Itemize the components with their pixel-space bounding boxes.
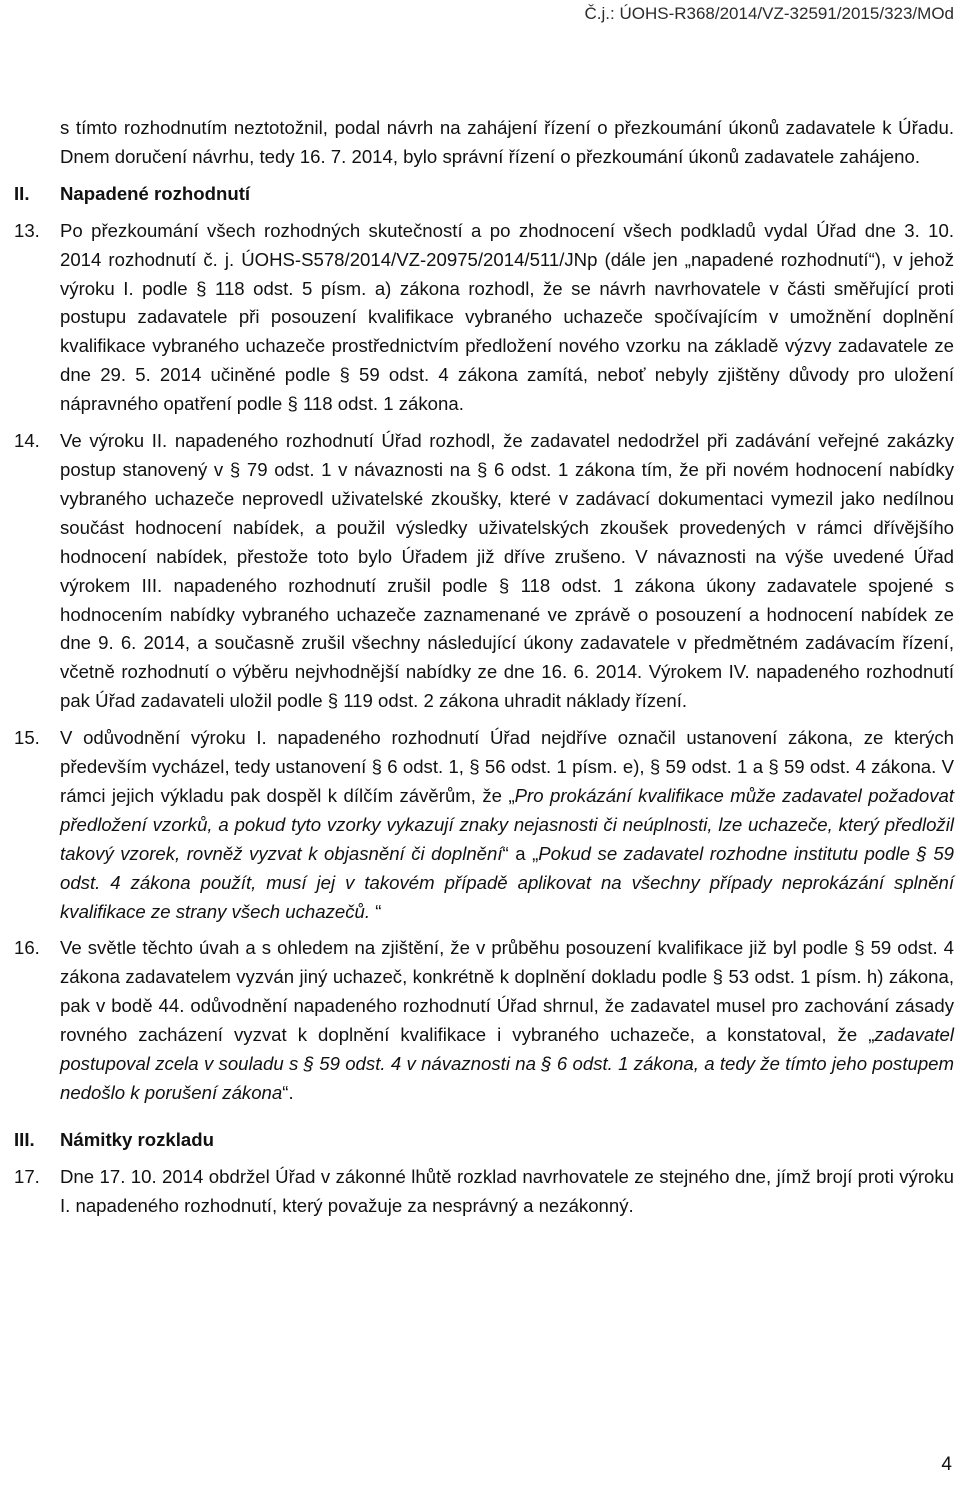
paragraph-text: Dne 17. 10. 2014 obdržel Úřad v zákonné lhůtě rozklad navrhovatele ze stejného dne, jímž brojí proti výroku I. napadeného rozhodnutí, který považuje za nesprávný a nezákonný. xyxy=(60,1165,954,1216)
section-number: II. xyxy=(14,182,30,204)
paragraph-number: 14. xyxy=(14,430,40,452)
quote-text: Pro prokázání kvalifikace může zadavatel požadovat předložení vzorků, a pokud tyto vzorky vykazují znaky nejasnosti či neúplnosti, lze uchazeče, který předložil takový vzorek, rovněž vyzvat k objasnění či doplnění xyxy=(60,784,954,864)
quote-text: Pokud se zadavatel rozhodne institutu podle § 59 odst. 4 zákona použít, musí jej v takovém případě aplikovat na všechny případy neprokázání splnění kvalifikace ze strany všech uchazečů. xyxy=(60,842,954,922)
paragraph-13 xyxy=(14,217,954,419)
paragraph-number: 13. xyxy=(14,219,40,241)
paragraph-text: Ve výroku II. napadeného rozhodnutí Úřad rozhodl, že zadavatel nedodržel při zadávání veřejné zakázky postup stanovený v § 79 odst. 1 v návaznosti na § 6 odst. 1 zákona tím, že při novém hodnocení nabídky vybraného uchazeče neprovedl uživatelské zkoušky, které v zadávací dokumentaci vymezil jako nedílnou součást hodnocení nabídek, a použil výsledky uživatelských zkoušek provedených v rámci dřívějšího hodnocení nabídek, přestože toto bylo Úřadem již dříve zrušeno. V návaznosti na výše uvedené Úřad výrokem III. napadeného rozhodnutí zrušil podle § 118 odst. 1 zákona úkony zadavatele spojené s hodnocením nabídky vybraného uchazeče zaznamenané ve zprávě o posouzení a hodnocení nabídek ze dne 9. 6. 2014, a současně zrušil všechny následující úkony zadavatele v předmětném zadávacím řízení, včetně rozhodnutí o výběru nejvhodnější nabídky ze dne 16. 6. 2014. Výrokem IV. napadeného rozhodnutí pak Úřad zadavateli uložil podle § 119 odst. 2 zákona uhradit náklady řízení. xyxy=(60,430,954,712)
paragraph-16 xyxy=(14,934,954,1107)
closing-quote: “ xyxy=(370,900,382,922)
quote-text: zadavatel postupoval zcela v souladu s § 59 odst. 4 v návaznosti na § 6 odst. 1 zákona, a tedy že tímto jeho postupem nedošlo k porušení zákona xyxy=(60,1024,954,1103)
closing-quote: “. xyxy=(282,1082,294,1103)
plain-text: V odůvodnění výroku I. napadeného rozhodnutí Úřad nejdříve označil ustanovení zákona, ze kterých především vycházel, tedy ustanovení § 6 odst. 1, § 56 odst. 1 písm. e), § 59 odst. 1 a § 59 odst. 4 zákona. V rámci jejich výkladu pak dospěl k dílčím závěrům, že „ xyxy=(60,727,954,806)
paragraph-text xyxy=(60,724,954,926)
document-reference: Č.j.: ÚOHS-R368/2014/VZ-32591/2015/323/MOd xyxy=(584,4,954,23)
paragraph-text: Po přezkoumání všech rozhodných skutečností a po zhodnocení všech podkladů vydal Úřad dne 3. 10. 2014 rozhodnutí č. j. ÚOHS-S578/2014/VZ-20975/2014/511/JNp (dále jen „napadené rozhodnutí“), v jehož výroku I. podle § 118 odst. 5 písm. a) zákona rozhodl, že se návrh navrhovatele v části směřující proti postupu zadavatele při posouzení kvalifikace vybraného uchazeče spočívajícím v umožnění doplnění kvalifikace vybraného uchazeče prostřednictvím předložení nového vzorku na základě výzvy zadavatele ze dne 29. 5. 2014 učiněné podle § 59 odst. 4 zákona zamítá, neboť nebyly zjištěny důvody pro uložení nápravného opatření podle § 118 odst. 1 zákona. xyxy=(60,219,954,415)
section-number: III. xyxy=(14,1128,35,1150)
paragraph-14 xyxy=(14,427,954,716)
intro-text: s tímto rozhodnutím neztotožnil, podal návrh na zahájení řízení o přezkoumání úkonů zadavatele k Úřadu. Dnem doručení návrhu, tedy 16. 7. 2014, bylo správní řízení o přezkoumání úkonů zadavatele zahájeno. xyxy=(60,117,954,167)
intro-continuation xyxy=(14,114,954,172)
page-number: 4 xyxy=(941,1454,952,1475)
plain-text: Ve světle těchto úvah a s ohledem na zjištění, že v průběhu posouzení kvalifikace již byl podle § 59 odst. 4 zákona zadavatelem vyzván jiný uchazeč, konkrétně k doplnění dokladu podle § 53 odst. 1 písm. h) zákona, pak v bodě 44. odůvodnění napadeného rozhodnutí Úřad shrnul, že zadavatel musel pro zachování zásady rovného zacházení vyzvat k doplnění kvalifikace i vybraného uchazeče, a konstatoval, že „ xyxy=(60,937,954,1046)
paragraph-number: 15. xyxy=(14,727,40,749)
section-title: Napadené rozhodnutí xyxy=(60,182,251,204)
paragraph-15 xyxy=(14,724,954,926)
section-heading-2 xyxy=(14,180,954,209)
section-heading-3 xyxy=(14,1126,954,1155)
document-body xyxy=(14,114,954,1229)
paragraph-17 xyxy=(14,1163,954,1221)
paragraph-text xyxy=(60,934,954,1107)
paragraph-number: 16. xyxy=(14,937,40,959)
section-title: Námitky rozkladu xyxy=(60,1128,214,1150)
paragraph-number: 17. xyxy=(14,1165,40,1187)
connector-text: “ a „ xyxy=(502,842,539,864)
